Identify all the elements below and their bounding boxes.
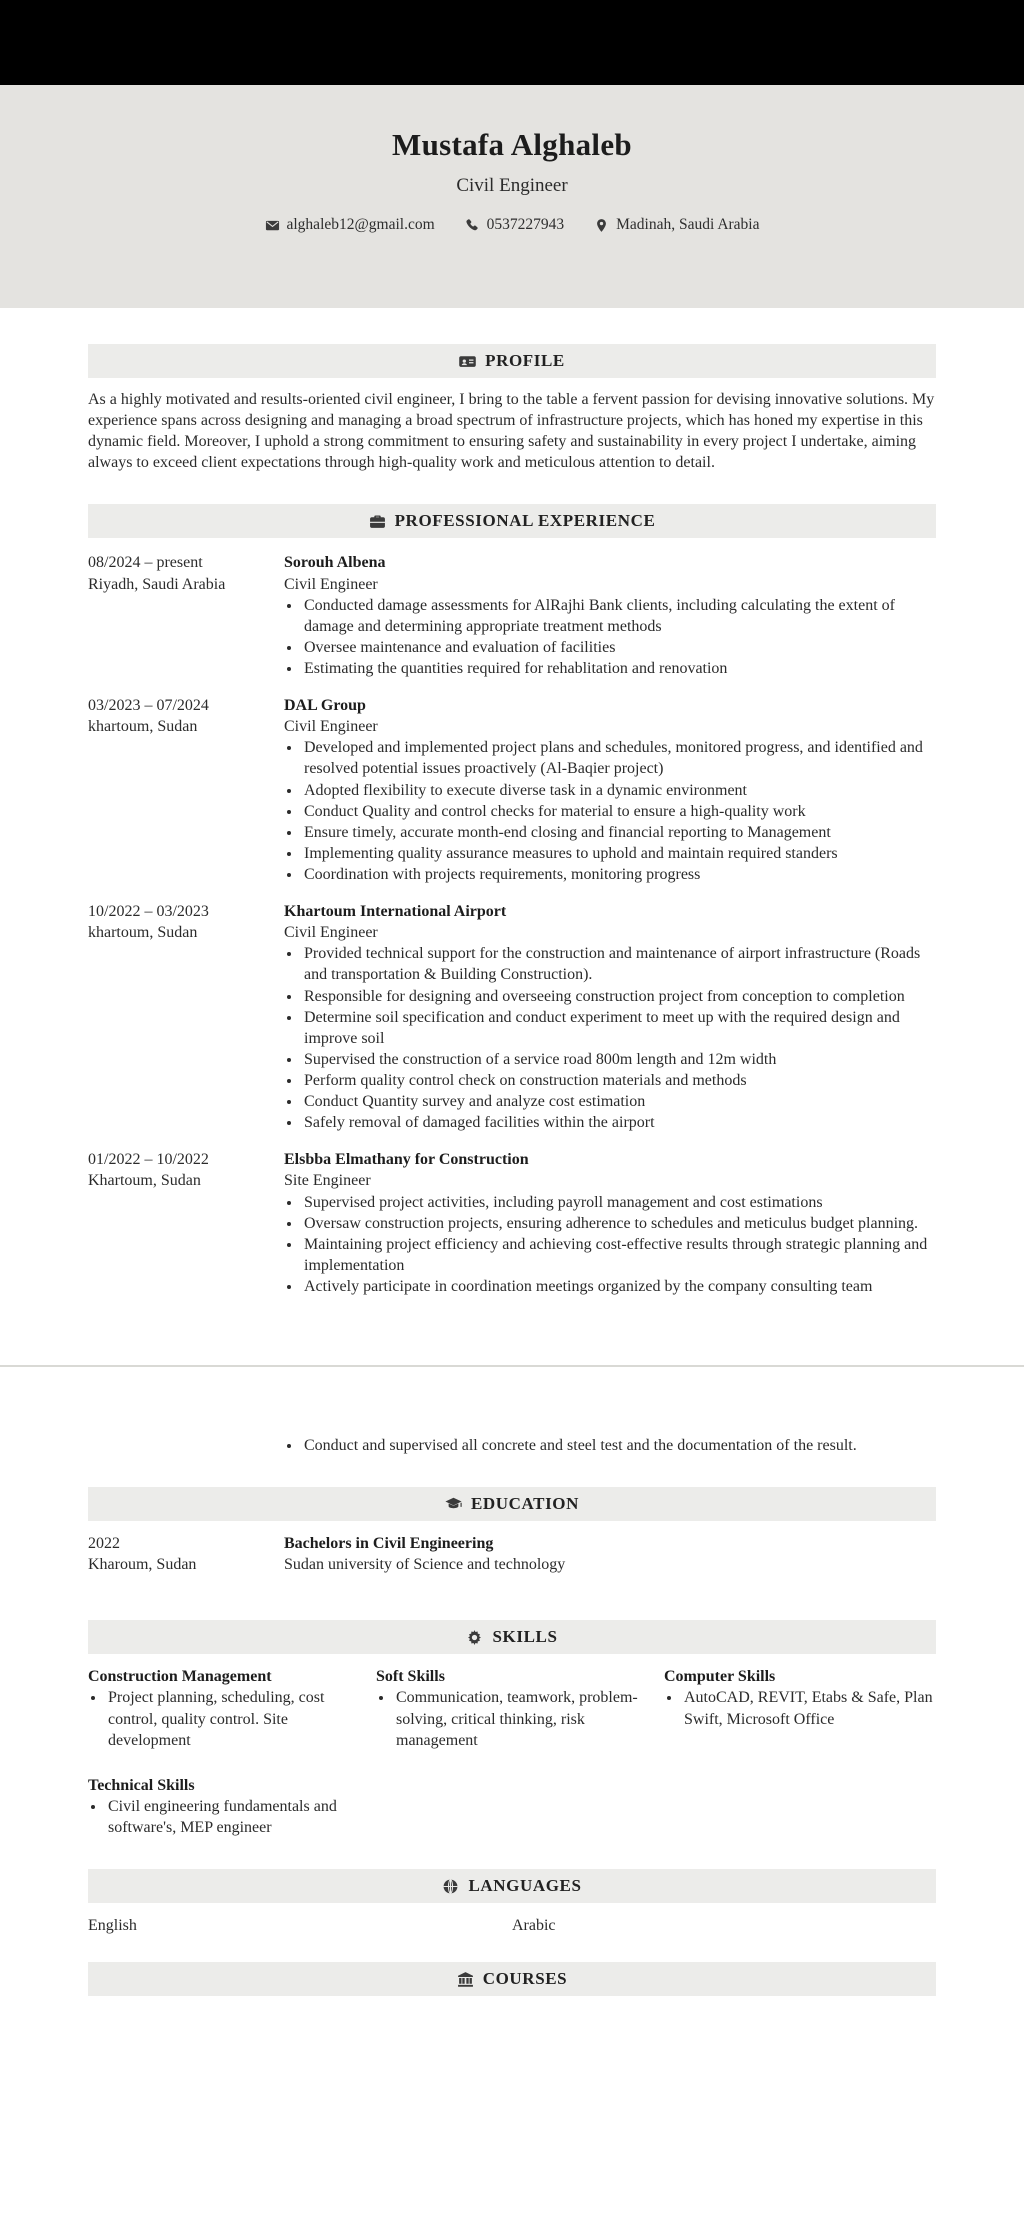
skills-grid — [88, 1666, 936, 1838]
globe-icon — [442, 1878, 459, 1895]
job-title: Site Engineer — [284, 1172, 371, 1190]
experience-section-title: PROFESSIONAL EXPERIENCE — [394, 511, 656, 531]
languages-grid — [88, 1915, 936, 1936]
bullet-list — [284, 737, 936, 885]
experience-entry — [88, 695, 936, 885]
entry-dates: 08/2024 – present — [88, 554, 203, 572]
bullet-item: • Conducted damage assessments for AlRajhi Bank clients, including calculating the extent of damage and determining appropriate treatment methods — [302, 595, 936, 637]
bullet-item: • Conduct Quantity survey and analyze cost estimation — [302, 1091, 936, 1112]
experience-entries — [88, 552, 936, 1297]
languages-section-header — [88, 1869, 936, 1903]
profile-section-header — [88, 344, 936, 378]
contact-email — [265, 215, 435, 235]
entry-location: khartoum, Sudan — [88, 718, 198, 736]
page-break-divider — [0, 1365, 1024, 1367]
page-1-content — [88, 344, 936, 1297]
skill-group — [664, 1666, 936, 1750]
job-title: Civil Engineer — [284, 718, 378, 736]
bullet-list — [376, 1687, 648, 1750]
skills-section-header — [88, 1620, 936, 1654]
bullet-item: • Civil engineering fundamentals and software's, MEP engineer — [106, 1796, 360, 1838]
section-experience — [88, 504, 936, 1297]
education-section-header — [88, 1487, 936, 1521]
bullet-item: • Determine soil specification and conduct experiment to meet up with the required design and improve soil — [302, 1007, 936, 1049]
entry-meta — [88, 1533, 284, 1575]
languages-section-title: LANGUAGES — [468, 1875, 582, 1895]
location-text: Madinah, Saudi Arabia — [616, 215, 760, 233]
bullet-item: • Communication, teamwork, problem-solving, critical thinking, risk management — [394, 1687, 648, 1750]
entry-location: khartoum, Sudan — [88, 924, 198, 942]
entry-body — [284, 1435, 936, 1456]
bullet-list — [88, 1687, 360, 1750]
experience-continued — [88, 1435, 936, 1456]
bullet-item: • Ensure timely, accurate month-end closing and financial reporting to Management — [302, 822, 936, 843]
phone-text: 0537227943 — [486, 215, 565, 233]
company-name: Khartoum International Airport — [284, 903, 507, 921]
courses-section-header — [88, 1962, 936, 1996]
contact-row — [0, 215, 1024, 235]
profile-text: As a highly motivated and results-oriented civil engineer, I bring to the table a fervent passion for devising innovative solutions. My experience spans across designing and managing a broad spectrum of infrastructure projects, which has honed my expertise in this dynamic field. Moreover, I uphold a strong commitment to ensuring safety and sustainability in every project I undertake, aiming always to exceed client expectations through high-quality work and meticulous attention to detail. — [88, 391, 935, 472]
bullet-item: • Estimating the quantities required for rehablitation and renovation — [302, 658, 936, 679]
skill-group-title: Technical Skills — [88, 1776, 195, 1794]
experience-entry — [88, 901, 936, 1133]
school-name: Sudan university of Science and technology — [284, 1556, 566, 1574]
section-languages — [88, 1869, 936, 1936]
job-title: Civil Engineer — [284, 924, 378, 942]
gear-icon — [466, 1629, 483, 1646]
skill-group — [376, 1666, 648, 1750]
page-2-content — [88, 1435, 936, 1996]
company-name: DAL Group — [284, 697, 366, 715]
entry-body — [284, 901, 936, 1133]
entry-dates: 10/2022 – 03/2023 — [88, 903, 209, 921]
bullet-item: • Supervised the construction of a service road 800m length and 12m width — [302, 1049, 936, 1070]
bullet-item: • Coordination with projects requirements, monitoring progress — [302, 864, 936, 885]
experience-entry — [88, 552, 936, 679]
bullet-item: • Oversaw construction projects, ensuring adherence to schedules and meticulus budget planning. — [302, 1213, 936, 1234]
company-name: Elsbba Elmathany for Construction — [284, 1151, 529, 1169]
briefcase-icon — [369, 513, 386, 530]
bullet-list — [284, 943, 936, 1133]
bullet-item: • Actively participate in coordination meetings organized by the company consulting team — [302, 1276, 936, 1297]
entry-dates: 2022 — [88, 1535, 120, 1553]
entry-meta — [88, 901, 284, 1133]
bullet-list — [284, 595, 936, 679]
bullet-list — [284, 1435, 936, 1456]
bank-icon — [457, 1971, 474, 1988]
entry-body — [284, 1533, 936, 1575]
location-pin-icon — [594, 218, 609, 233]
bullet-item: • AutoCAD, REVIT, Etabs & Safe, Plan Swift, Microsoft Office — [682, 1687, 936, 1729]
contact-location — [594, 215, 759, 235]
entry-dates: 01/2022 – 10/2022 — [88, 1151, 209, 1169]
bullet-item: • Implementing quality assurance measures to uphold and maintain required standers — [302, 843, 936, 864]
bullet-item: • Adopted flexibility to execute diverse task in a dynamic environment — [302, 780, 936, 801]
education-entry — [88, 1533, 936, 1575]
bullet-item: • Provided technical support for the construction and maintenance of airport infrastructure (Roads and transportation & Building Construction). — [302, 943, 936, 985]
skills-section-title: SKILLS — [492, 1627, 558, 1647]
skill-group — [88, 1775, 360, 1838]
bullet-item: • Perform quality control check on construction materials and methods — [302, 1070, 936, 1091]
resume-header — [0, 85, 1024, 308]
bullet-item: • Supervised project activities, including payroll management and cost estimations — [302, 1192, 936, 1213]
bullet-item: • Conduct and supervised all concrete and steel test and the documentation of the result. — [302, 1435, 936, 1456]
education-section-title: EDUCATION — [470, 1493, 580, 1513]
candidate-name: Mustafa Alghaleb — [392, 127, 632, 162]
id-card-icon — [459, 353, 476, 370]
language-item: Arabic — [512, 1917, 556, 1935]
skill-group-title: Computer Skills — [664, 1668, 776, 1686]
entry-meta — [88, 695, 284, 885]
bullet-item: • Oversee maintenance and evaluation of facilities — [302, 637, 936, 658]
entry-body — [284, 552, 936, 679]
section-profile — [88, 344, 936, 473]
bullet-list — [284, 1192, 936, 1298]
degree-name: Bachelors in Civil Engineering — [284, 1535, 494, 1553]
section-courses — [88, 1962, 936, 1996]
entry-meta-empty — [88, 1435, 284, 1456]
courses-section-title: COURSES — [482, 1969, 568, 1989]
entry-dates: 03/2023 – 07/2024 — [88, 697, 209, 715]
entry-location: Riyadh, Saudi Arabia — [88, 575, 226, 593]
entry-body — [284, 695, 936, 885]
section-education — [88, 1487, 936, 1575]
entry-location: Khartoum, Sudan — [88, 1172, 201, 1190]
contact-phone — [465, 215, 565, 235]
entry-meta — [88, 1149, 284, 1297]
bullet-item: • Project planning, scheduling, cost control, quality control. Site development — [106, 1687, 360, 1750]
envelope-icon — [265, 218, 280, 233]
bullet-list — [88, 1796, 360, 1838]
bullet-item: • Conduct Quality and control checks for material to ensure a high-quality work — [302, 801, 936, 822]
entry-body — [284, 1149, 936, 1297]
email-text: alghaleb12@gmail.com — [286, 215, 435, 233]
experience-entry — [88, 1149, 936, 1297]
entry-location: Kharoum, Sudan — [88, 1556, 197, 1574]
phone-icon — [465, 218, 480, 233]
experience-section-header — [88, 504, 936, 538]
bullet-list — [664, 1687, 936, 1729]
graduation-cap-icon — [445, 1496, 462, 1513]
language-item: English — [88, 1917, 137, 1935]
skill-group-title: Construction Management — [88, 1668, 272, 1686]
bullet-item: • Responsible for designing and overseeing construction project from conception to completion — [302, 986, 936, 1007]
bullet-item: • Developed and implemented project plans and schedules, monitored progress, and identified and resolved potential issues proactively (Al-Baqier project) — [302, 737, 936, 779]
company-name: Sorouh Albena — [284, 554, 386, 572]
bullet-item: • Maintaining project efficiency and achieving cost-effective results through strategic planning and implementation — [302, 1234, 936, 1276]
candidate-title: Civil Engineer — [456, 174, 568, 196]
profile-section-title: PROFILE — [485, 350, 565, 370]
skill-group — [88, 1666, 360, 1750]
section-skills — [88, 1620, 936, 1838]
skill-group-title: Soft Skills — [376, 1668, 445, 1686]
entry-meta — [88, 552, 284, 679]
job-title: Civil Engineer — [284, 575, 378, 593]
bullet-item: • Safely removal of damaged facilities within the airport — [302, 1112, 936, 1133]
top-black-bar — [0, 0, 1024, 85]
